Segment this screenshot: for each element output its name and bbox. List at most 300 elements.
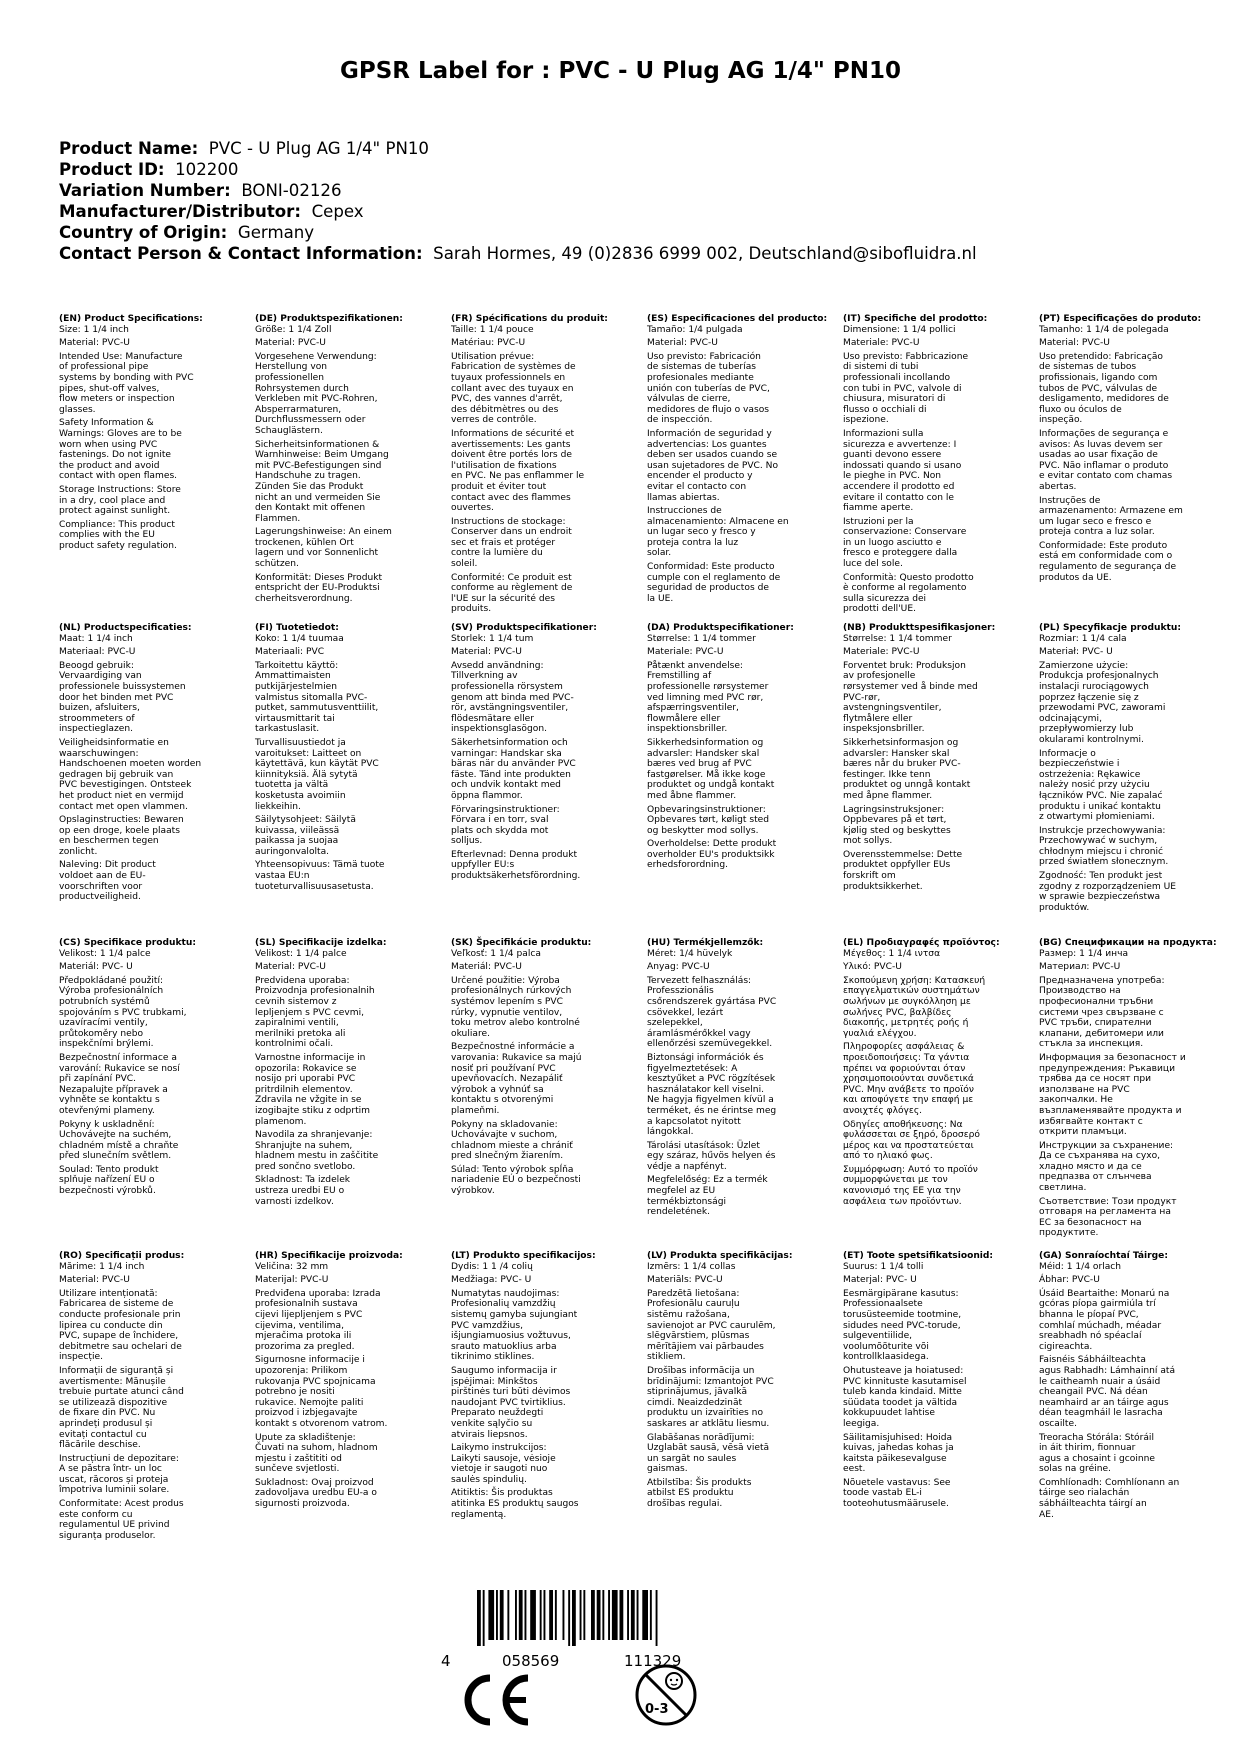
spec-line: PVC, supape de închidere, [59,1331,179,1342]
spec-line: vietoje ir saugoti nuo [451,1464,548,1475]
barcode-bar [620,1590,624,1640]
spec-line: stikliem. [647,1352,686,1363]
spec-paragraph [255,527,441,569]
spec-line: πρέπει να φοριούνται όταν [843,1063,966,1074]
spec-line: při zapínání PVC. [59,1074,137,1085]
spec-line: AE. [1039,1509,1054,1520]
spec-line: Mărime: 1 1/4 inch [59,1261,145,1272]
spec-line: προειδοποιήσεις: Τα γάντια [843,1052,970,1063]
info-row [59,201,977,222]
spec-paragraph [647,949,833,960]
spec-line: γυαλιά ελέγχου. [843,1028,917,1039]
spec-line: Información de seguridad y [647,428,772,439]
spec-paragraph [59,520,245,552]
spec-line: Conformità: Questo prodotto [843,572,974,583]
spec-line: Förvara i en torr, sval [451,815,549,826]
spec-line: před slunečním světlem. [59,1151,172,1162]
spec-line: door het binden met PVC [59,692,174,703]
spec-line: Úsáid Beartaithe: Monarú na [1039,1288,1170,1299]
spec-paragraph [451,1488,637,1520]
spec-line: rukavice. Nemojte paliti [255,1397,364,1408]
spec-heading: (PL) Specyfikacje produktu: [1039,623,1181,633]
spec-line: profissionais, ligando com [1039,372,1158,383]
spec-line: desligamento, medidores de [1039,394,1169,405]
spec-line: výrobok a vyhnúť sa [451,1084,544,1095]
spec-line: kjølig sted og beskyttes [843,825,951,836]
spec-line: atbilst ES produktu [647,1488,734,1499]
spec-paragraph [255,1355,441,1429]
spec-heading: (LT) Produkto specifikacijos: [451,1251,596,1261]
spec-paragraph [843,850,1029,892]
spec-line: Varnostne informacije in [255,1052,366,1063]
spec-line: χρησιμοποιούνται συνδετικά [843,1074,974,1085]
spec-line: inspektionsbriller. [647,724,728,735]
spec-line: Izmērs: 1 1/4 collas [647,1261,736,1272]
barcode-bar [500,1590,504,1640]
spec-block [451,938,637,1200]
spec-line: abertas. [1039,481,1077,492]
spec-paragraph [451,1120,637,1162]
spec-line: cheangail PVC. Ná déan [1039,1387,1148,1398]
spec-line: un sargāt no saules [647,1453,737,1464]
spec-line: sicurezza e avvertenze: I [843,439,957,450]
spec-paragraph [1039,352,1225,426]
spec-line: produktet og unngå kontakt [843,780,971,791]
spec-line: upevňovacích. Nezapáliť [451,1074,563,1085]
spec-line: Sikkerhetsinformasjon og [843,737,959,748]
spec-line: sidudes need PVC-torude, [843,1320,961,1331]
spec-line: flăcările deschise. [59,1440,141,1451]
spec-line: Výroba profesionálních [59,986,164,997]
spec-line: Méret: 1/4 hüvelyk [647,948,733,959]
spec-line: e evitar contato com chamas [1039,471,1173,482]
spec-block [255,1251,441,1513]
spec-paragraph [255,1478,441,1510]
spec-line: A se păstra într- un loc [59,1464,162,1475]
spec-line: ouvertes. [451,503,494,514]
spec-line: fastgørelser. Må ikke koge [647,769,766,780]
spec-line: Soulad: Tento produkt [59,1164,159,1175]
spec-paragraph [255,962,441,973]
spec-line: sec et frais et protéger [451,537,556,548]
spec-line: PVC. Não inflamar o produto [1039,460,1169,471]
spec-line: από το ηλιακό φως. [843,1151,933,1162]
spec-line: Súlad: Tento výrobok spĺňa [451,1164,574,1175]
spec-line: varningar: Handskar ska [451,748,562,759]
spec-line: agus a chosaint i gcoinne [1039,1453,1155,1464]
spec-paragraph [59,1275,245,1286]
spec-line: uscat, răcoros și proteja [59,1474,169,1485]
spec-line: ellenőrzési szemüvegekkel. [647,1039,773,1050]
spec-paragraph [255,949,441,960]
spec-line: Størrelse: 1 1/4 tommer [843,633,952,644]
spec-line: nariadenie EÚ o bezpečnosti [451,1175,581,1186]
spec-paragraph [647,338,833,349]
spec-line: ostrzeżenia: Rękawice [1039,769,1141,780]
spec-line: uzavíracími ventily, [59,1018,148,1029]
spec-line: Tillverkning av [451,671,518,682]
spec-line: Treoracha Stórála: Stóráil [1039,1432,1154,1443]
spec-line: възпламенявайте продукта и [1039,1105,1182,1116]
spec-line: kiinnityksiä. Älä sytytä [255,769,358,780]
spec-line: in un luogo asciutto e [843,537,942,548]
spec-line: trockenen, kühlen Ort [255,537,354,548]
spec-line: светлина. [1039,1183,1087,1194]
spec-paragraph [1039,1275,1225,1286]
spec-line: produktu un izvairīties no [647,1408,764,1419]
spec-line: Informacje o [1039,748,1096,759]
spec-line: tikrinimo stiklines. [451,1352,535,1363]
barcode-bar [477,1590,481,1646]
spec-paragraph [59,1120,245,1162]
spec-paragraph [451,1443,637,1485]
info-label: Contact Person & Contact Information: [59,244,423,263]
spec-paragraph [1039,325,1225,336]
spec-line: szelepekkel, [647,1018,703,1029]
spec-line: Material: PVC-U [647,338,718,349]
spec-line: kuivassa, viileässä [255,825,340,836]
spec-line: Preparato neuždegti [451,1408,544,1419]
spec-line: produktsäkerhetsförordning. [451,871,581,882]
spec-line: profesionalnih sustava [255,1299,358,1310]
spec-line: Rohrsystemen durch [255,383,349,394]
spec-paragraph [647,325,833,336]
spec-line: Efterlevnad: Denna produkt [451,849,578,860]
spec-paragraph [843,325,1029,336]
spec-heading: (FR) Spécifications du produit: [451,314,608,324]
spec-line: sigurnosti proizvoda. [255,1499,350,1510]
spec-paragraph [647,1262,833,1273]
spec-heading: (BG) Спецификации на продукта: [1039,938,1217,948]
spec-line: mjeračima protoka ili [255,1331,352,1342]
spec-line: открити пламъци. [1039,1127,1127,1138]
spec-line: mērītājiem vai pārbaudes [647,1341,764,1352]
spec-line: pirštinės turi būti dėvimos [451,1387,571,1398]
spec-paragraph [451,738,637,802]
spec-line: flusso o occhiali di [843,404,927,415]
spec-block [255,314,441,607]
spec-block [255,623,441,895]
spec-line: vastaa EU:n [255,871,310,882]
spec-line: het product niet en vermijd [59,790,184,801]
spec-line: Tervezett felhasználás: [647,975,752,986]
spec-line: avisos: As luvas devem ser [1039,439,1163,450]
spec-block [1039,314,1225,586]
spec-line: Material: PVC-U [255,962,326,973]
spec-line: Lagringsinstruksjoner: [843,804,945,815]
spec-line: käytettävä, kun käytät PVC [255,759,379,770]
spec-line: Proizvodnja profesionalnih [255,986,375,997]
barcode-bar [602,1590,604,1640]
spec-line: Předpokládané použití: [59,975,164,986]
spec-paragraph [255,1053,441,1127]
spec-line: proizvod i izbjegavajte [255,1408,358,1419]
spec-line: brīdinājumi: Izmantojot PVC [647,1376,774,1387]
spec-line: okuliare. [451,1028,490,1039]
barcode-bar [631,1590,635,1640]
spec-line: de inspección. [647,415,713,426]
spec-line: merilniki pretoka ali [255,1028,346,1039]
spec-line: Saugumo informacija ir [451,1365,557,1376]
spec-heading: (RO) Specificații produs: [59,1251,185,1261]
spec-line: Instruções de [1039,495,1101,506]
spec-line: Určené použitie: Výroba [451,975,560,986]
spec-line: cherheitsverordnung. [255,593,353,604]
spec-line: průtokoměry nebo [59,1028,144,1039]
spec-heading: (SL) Specifikacije izdelka: [255,938,387,948]
spec-line: inspectieglazen. [59,724,133,735]
barcode-digits-3: 111329 [624,1652,682,1670]
spec-line: festinger. Ikke tenn [843,769,931,780]
spec-line: chladném místě a chraňte [59,1140,179,1151]
spec-line: tubos de PVC, válvulas de [1039,383,1158,394]
spec-line: gedragen bij gebruik van [59,769,174,780]
spec-line: è conforme al regolamento [843,583,967,594]
spec-line: ЕС за безопасност на [1039,1217,1142,1228]
spec-line: csövekkel, lezárt [647,1007,724,1018]
spec-line: Nõuetele vastavus: See [843,1477,951,1488]
spec-line: Beoogd gebruik: [59,660,134,671]
spec-line: Material: PVC-U [451,647,522,658]
spec-line: sábháilteachta táirgí an [1039,1499,1147,1510]
spec-line: συμμορφώνεται με τον [843,1175,948,1186]
spec-line: Да се съхранява на сухо, [1039,1151,1161,1162]
spec-line: Eesmärgipärane kasutus: [843,1288,959,1299]
spec-line: Drošības informācija un [647,1365,755,1376]
svg-text:0-3: 0-3 [645,1702,669,1717]
spec-paragraph [451,429,637,514]
spec-line: chłodnym miejscu i chronić [1039,846,1164,857]
spec-paragraph [451,634,637,645]
spec-line: lipirea cu conducte din [59,1320,163,1331]
spec-line: di sistemi di tubi [843,362,919,373]
spec-line: Size: 1 1/4 inch [59,324,129,335]
spec-line: stiprinājumus, jāvalkā [647,1387,748,1398]
info-value: BONI-02126 [230,181,342,200]
spec-line: ustreza uredbi EU o [255,1186,345,1197]
spec-paragraph [843,1120,1029,1162]
spec-line: profesionálnych rúrkových [451,986,572,997]
spec-paragraph [647,1366,833,1430]
spec-line: afspærringsventiler, [647,703,739,714]
spec-line: rørsystemer ved å binde med [843,681,978,692]
spec-line: voorschriften voor [59,881,143,892]
spec-paragraph [843,661,1029,735]
spec-line: systémov lepením s PVC [451,996,563,1007]
spec-line: PVC vamzdžius, [451,1320,523,1331]
spec-line: debitmetre sau ochelari de [59,1341,182,1352]
spec-paragraph [843,1042,1029,1116]
spec-paragraph [1039,1197,1225,1239]
spec-paragraph [647,1275,833,1286]
spec-line: produit et éviter tout [451,481,547,492]
spec-paragraph [255,647,441,658]
spec-line: csőrendszerek gyártása PVC [647,996,777,1007]
spec-line: sreabhadh nó spéaclaí [1039,1331,1142,1342]
spec-line: Pokyny k uskladnění: [59,1119,155,1130]
spec-paragraph [59,485,245,517]
spec-paragraph [451,338,637,349]
spec-line: предпазва от слънчева [1039,1172,1152,1183]
barcode-bar [555,1590,557,1640]
barcode-bar [515,1590,517,1640]
spec-paragraph [843,1289,1029,1363]
spec-block [843,623,1029,895]
spec-paragraph [843,517,1029,570]
spec-line: cumple con el reglamento de [647,572,781,583]
spec-block [59,938,245,1200]
spec-line: Υλικό: PVC-U [843,962,902,973]
spec-line: Größe: 1 1/4 Zoll [255,324,332,335]
spec-line: srauto matuoklius arba [451,1341,557,1352]
barcode-bar [580,1590,582,1640]
spec-block [1039,1251,1225,1523]
spec-line: Conserver dans un endroit [451,527,572,538]
spec-line: verres de contrôle. [451,415,537,426]
spec-line: süüdata toodet ja vältida [843,1397,958,1408]
barcode-bar [572,1590,576,1646]
spec-line: aprindeți produsul și [59,1418,153,1429]
spec-block [255,938,441,1210]
spec-line: fastenings. Do not ignite [59,450,172,461]
spec-line: neamhaird ar an táirge agus [1039,1397,1169,1408]
spec-paragraph [255,1175,441,1207]
spec-paragraph [647,738,833,802]
spec-line: σωλήνων με συγκόλληση με [843,996,971,1007]
spec-line: μέρος και να προστατεύεται [843,1140,974,1151]
spec-line: Navodila za shranjevanje: [255,1130,373,1141]
spec-line: Schauglästern. [255,425,323,436]
spec-line: PVC-rør, [843,692,881,703]
spec-line: Предназначена употреба: [1039,975,1165,986]
spec-line: įspėjimai: Minkštos [451,1376,538,1387]
spec-line: gaismas. [647,1464,688,1475]
spec-paragraph [647,562,833,604]
spec-line: Uso previsto: Fabbricazione [843,351,969,362]
spec-line: protect against sunlight. [59,506,171,517]
spec-line: encender el producto y [647,471,753,482]
spec-line: en PVC. Ne pas enflammer le [451,471,585,482]
spec-line: Säkerhetsinformation och [451,737,568,748]
spec-line: plats och skydda mot [451,825,549,836]
spec-line: Dydis: 1 1 /4 colių [451,1261,533,1272]
spec-line: putket, sammutusventtiilit, [255,703,379,714]
spec-line: zapiralnimi ventili, [255,1018,339,1029]
spec-paragraph [843,738,1029,802]
barcode-bar [519,1590,523,1640]
spec-line: savienojot ar PVC caurulēm, [647,1320,776,1331]
spec-line: produtos da UE. [1039,572,1112,583]
spec-line: Rozmiar: 1 1/4 cala [1039,633,1127,644]
spec-line: Σκοπούμενη χρήση: Κατασκευή [843,975,986,986]
spec-heading: (DA) Produktspecifikationer: [647,623,794,633]
spec-paragraph [451,325,637,336]
spec-line: PVC kinnituste kasutamisel [843,1376,967,1387]
spec-line: saskares ar atklātu liesmu. [647,1418,770,1429]
info-value: 102200 [164,160,239,179]
spec-line: advertencias: Los guantes [647,439,767,450]
info-value: Sarah Hormes, 49 (0)2836 6999 002, Deutschland@sibofluidra.nl [422,244,977,263]
spec-line: Conformidad: Este producto [647,562,775,573]
spec-line: okularami kontrolnymi. [1039,734,1144,745]
spec-line: rúrky, vypnutie ventilov, [451,1007,563,1018]
spec-paragraph [1039,541,1225,583]
spec-line: instalacji rurociągowych [1039,681,1149,692]
spec-line: rör, avstängningsventiler, [451,703,569,714]
spec-line: Flammen. [255,513,301,524]
spec-line: atvirais liepsnos. [451,1429,528,1440]
spec-line: rukovanja PVC spojnicama [255,1376,376,1387]
spec-line: figyelmeztetések: A [647,1063,738,1074]
spec-paragraph [255,1262,441,1273]
spec-line: Herstellung von [255,362,328,373]
spec-line: Verkleben mit PVC-Rohren, [255,394,378,405]
spec-paragraph [647,506,833,559]
spec-line: Biztonsági információk és [647,1052,764,1063]
spec-block [451,314,637,618]
barcode-bar [530,1590,536,1640]
spec-line: Laikyti sausoje, vėsioje [451,1453,556,1464]
spec-line: Velikost: 1 1/4 palce [255,948,347,959]
spec-line: Atitiktis: Šis produktas [451,1488,553,1499]
spec-line: Производство на [1039,986,1121,997]
spec-line: избягвайте контакт с [1039,1116,1143,1127]
spec-line: termékbiztonsági [647,1196,727,1207]
spec-line: advarsler: Handsker skal [647,748,760,759]
spec-line: tarkastuslasit. [255,724,320,735]
spec-heading: (EL) Προδιαγραφές προϊόντος: [843,938,1000,948]
spec-paragraph [647,661,833,735]
page-title: GPSR Label for : PVC - U Plug AG 1/4" PN10 [339,58,902,84]
spec-paragraph [451,1275,637,1286]
spec-paragraph [59,1053,245,1117]
spec-line: Informações de segurança e [1039,428,1169,439]
spec-line: Konformität: Dieses Produkt [255,572,383,583]
spec-paragraph [451,1289,637,1363]
spec-line: izogibajte stiku z odprtim [255,1105,371,1116]
spec-paragraph [255,325,441,336]
spec-line: išjungiamuosius vožtuvus, [451,1331,571,1342]
spec-paragraph [59,1165,245,1197]
spec-paragraph [59,634,245,645]
spec-line: Safety Information & [59,418,154,429]
spec-line: inspeksjonsbriller. [843,724,925,735]
spec-line: av profesjonelle [843,671,916,682]
spec-paragraph [255,1289,441,1353]
spec-paragraph [255,440,441,525]
spec-line: está em conformidade com o [1039,551,1173,562]
spec-line: Warnings: Gloves are to be [59,428,182,439]
spec-line: hladnem mestu in zaščitite [255,1151,379,1162]
spec-paragraph [255,1130,441,1172]
spec-line: ανοιχτές φλόγες. [843,1105,923,1116]
spec-paragraph [255,338,441,349]
spec-line: poprzez łączenie się z [1039,692,1139,703]
spec-line: med åpne flammer. [843,790,933,801]
spec-paragraph [451,352,637,426]
spec-line: PVC тръби, спирателни [1039,1018,1152,1029]
spec-line: produktet oppfyller EUs [843,860,951,871]
spec-paragraph [59,949,245,960]
product-info [59,138,977,264]
spec-line: Материал: PVC-U [1039,962,1121,973]
spec-line: Suurus: 1 1/4 tolli [843,1261,924,1272]
spec-line: łączników PVC. Nie zapalać [1039,790,1163,801]
spec-paragraph [843,338,1029,349]
spec-line: potrubních systémů [59,996,150,1007]
spec-line: guanti devono essere [843,450,942,461]
spec-line: opozorila: Rokavice se [255,1063,357,1074]
